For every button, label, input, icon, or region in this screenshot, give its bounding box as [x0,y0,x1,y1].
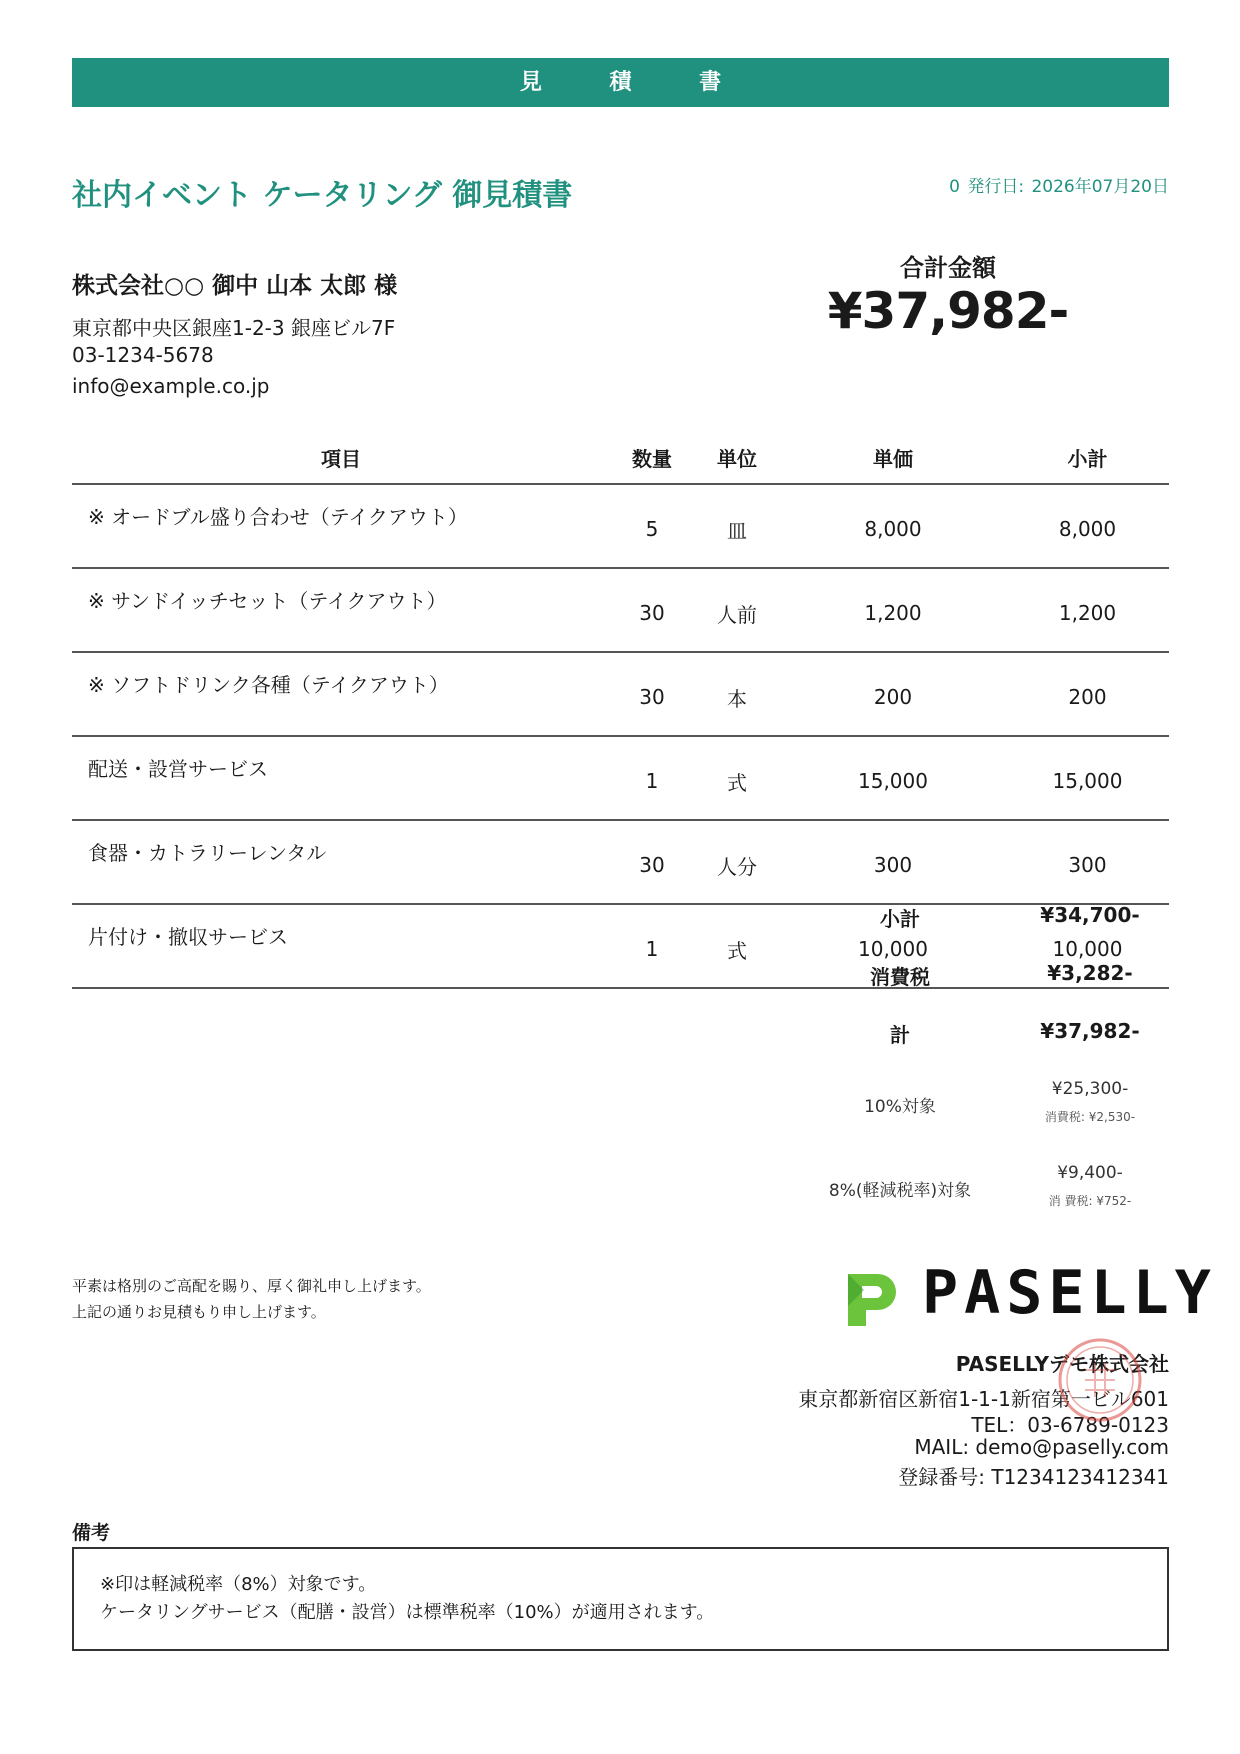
table-row [72,736,1169,820]
greeting-line-2: 上記の通りお見積もり申し上げます。 [72,1303,326,1321]
row-qty: 1 [610,736,694,820]
table-row [72,652,1169,736]
items-table [72,432,1169,989]
row-qty: 5 [610,484,694,568]
row-unit: 人分 [694,820,780,904]
total-amount: ¥37,982- [827,282,1069,340]
row-price: 300 [780,820,1006,904]
row-qty: 30 [610,652,694,736]
row-subtotal: 1,200 [1006,568,1169,652]
row-subtotal: 200 [1006,652,1169,736]
header-unit: 単位 [694,432,780,484]
row-item: ※ オードブル盛り合わせ（テイクアウト） [72,484,610,568]
row-price: 200 [780,652,1006,736]
header-qty: 数量 [610,432,694,484]
row-item: 食器・カトラリーレンタル [72,820,610,904]
row-price: 1,200 [780,568,1006,652]
row-item: 配送・設営サービス [72,736,610,820]
subtotal-value: ¥34,700- [1040,903,1140,927]
row-qty: 1 [610,904,694,988]
document-type-banner [72,58,1169,107]
row-subtotal: 8,000 [1006,484,1169,568]
row-qty: 30 [610,568,694,652]
tax-breakdown-8-label: 8%(軽減税率)対象 [828,1181,972,1201]
row-subtotal: 10,000 [1006,904,1169,988]
table-row [72,568,1169,652]
grand-total-value: ¥37,982- [1040,1019,1140,1043]
issue-prefix: 0 [949,177,960,197]
client-email: info@example.co.jp [72,374,270,398]
tax-breakdown-10-label: 10%対象 [864,1097,936,1117]
row-unit: 式 [694,736,780,820]
row-unit: 人前 [694,568,780,652]
issue-date-value: 2026年07月20日 [1031,177,1169,197]
notes-line-2: ケータリングサービス（配膳・設営）は標準税率（10%）が適用されます。 [100,1602,715,1623]
row-price: 15,000 [780,736,1006,820]
company-mail: MAIL: demo@paselly.com [914,1435,1169,1459]
tax-label: 消費税 [870,965,930,989]
tax-breakdown-8-note: 消 費税: ¥752- [1048,1194,1132,1208]
company-address: 東京都新宿区新宿1-1-1新宿第一ビル601 [798,1387,1169,1411]
paselly-logo-text: PASELLY [922,1258,1217,1328]
paselly-logo-mark-icon [840,1270,900,1330]
company-tel: TEL：03-6789-0123 [971,1413,1169,1437]
issue-date [947,172,1169,197]
row-item: ※ ソフトドリンク各種（テイクアウト） [72,652,610,736]
row-unit: 皿 [694,484,780,568]
row-subtotal: 300 [1006,820,1169,904]
table-row [72,820,1169,904]
table-header-row [72,432,1169,484]
row-unit: 本 [694,652,780,736]
subtotal-label: 小計 [880,907,920,931]
tax-breakdown-10-amount: ¥25,300- [1051,1079,1129,1099]
tax-breakdown-8-amount: ¥9,400- [1057,1163,1123,1183]
issue-label: 発行日: [967,177,1025,197]
total-amount-label: 合計金額 [900,254,996,282]
company-registration: 登録番号: T1234123412341 [898,1465,1169,1489]
header-price: 単価 [780,432,1006,484]
row-price: 10,000 [780,904,1006,988]
company-seal-stamp [1055,1335,1145,1425]
notes-label: 備考 [72,1522,111,1544]
banner-title: 見 積 書 [519,70,752,95]
header-item: 項目 [72,432,610,484]
company-name: PASELLYデモ株式会社 [955,1352,1169,1376]
tax-breakdown-10-note: 消費税: ¥2,530- [1044,1110,1136,1124]
row-unit: 式 [694,904,780,988]
notes-line-1: ※印は軽減税率（8%）対象です。 [100,1574,377,1595]
row-item: ※ サンドイッチセット（テイクアウト） [72,568,610,652]
grand-total-label: 計 [890,1023,910,1047]
row-price: 8,000 [780,484,1006,568]
table-row [72,484,1169,568]
client-name: 株式会社○○ 御中 山本 太郎 様 [72,273,398,299]
row-qty: 30 [610,820,694,904]
tax-value: ¥3,282- [1047,961,1133,985]
row-item: 片付け・撤収サービス [72,904,610,988]
document-title: 社内イベント ケータリング 御見積書 [72,178,573,213]
client-address: 東京都中央区銀座1-2-3 銀座ビル7F [72,316,396,340]
header-subtotal: 小計 [1006,432,1169,484]
table-row [72,904,1169,988]
greeting-line-1: 平素は格別のご高配を賜り、厚く御礼申し上げます。 [72,1277,431,1295]
client-phone: 03-1234-5678 [72,343,214,367]
row-subtotal: 15,000 [1006,736,1169,820]
